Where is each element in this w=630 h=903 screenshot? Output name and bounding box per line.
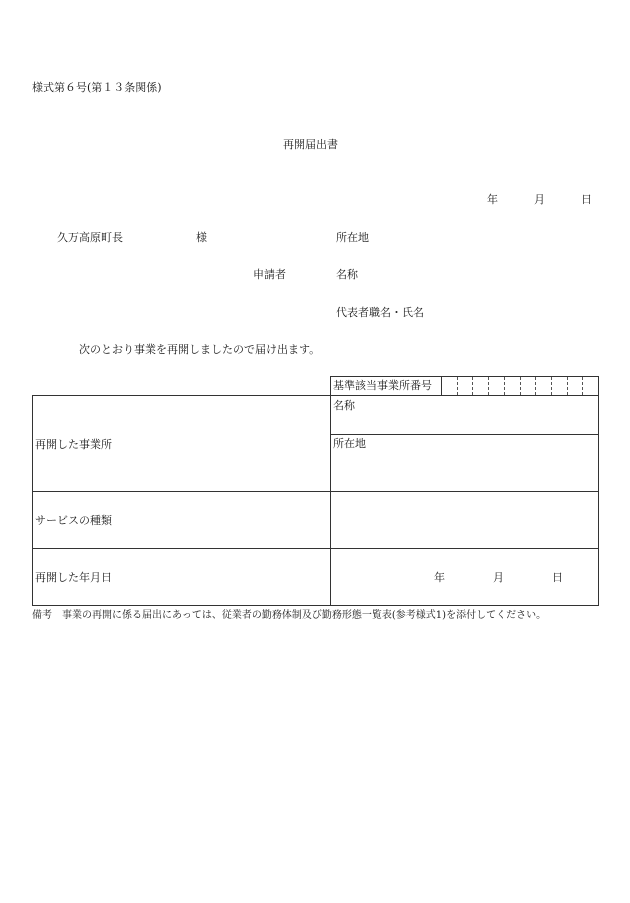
reopen-day-label: 日 bbox=[552, 571, 563, 584]
reopened-office-label: 再開した事業所 bbox=[35, 438, 112, 451]
office-number-digit-cell[interactable] bbox=[458, 377, 474, 395]
reopen-year-label: 年 bbox=[434, 571, 445, 584]
row-divider bbox=[330, 434, 598, 435]
office-number-digit-cell[interactable] bbox=[552, 377, 568, 395]
office-number-digit-cell[interactable] bbox=[442, 377, 458, 395]
applicant-address-label: 所在地 bbox=[336, 231, 369, 244]
office-address-field[interactable]: 所在地 bbox=[333, 437, 366, 450]
date-day-label: 日 bbox=[581, 193, 592, 206]
footnote: 備考 事業の再開に係る届出にあっては、従業者の勤務体制及び勤務形態一覧表(参考様式1)を添付してください。 bbox=[32, 610, 547, 621]
office-number-digit-cell[interactable] bbox=[583, 377, 598, 395]
office-number-cells bbox=[442, 377, 598, 395]
addressee-honorific: 様 bbox=[196, 231, 207, 244]
service-type-field[interactable] bbox=[331, 492, 598, 548]
form-table bbox=[32, 395, 599, 606]
office-number-digit-cell[interactable] bbox=[568, 377, 584, 395]
office-name-field[interactable]: 名称 bbox=[333, 399, 355, 412]
office-number-digit-cell[interactable] bbox=[521, 377, 537, 395]
intro-statement: 次のとおり事業を再開しましたので届け出ます。 bbox=[79, 343, 321, 356]
reopen-month-label: 月 bbox=[493, 571, 504, 584]
date-year-label: 年 bbox=[487, 193, 498, 206]
office-number-digit-cell[interactable] bbox=[536, 377, 552, 395]
office-number-row bbox=[330, 376, 599, 395]
document-title: 再開届出書 bbox=[283, 138, 338, 151]
date-month-label: 月 bbox=[534, 193, 545, 206]
office-number-digit-cell[interactable] bbox=[505, 377, 521, 395]
office-number-digit-cell[interactable] bbox=[473, 377, 489, 395]
addressee-name: 久万高原町長 bbox=[57, 231, 123, 244]
applicant-label: 申請者 bbox=[253, 268, 286, 281]
office-number-digit-cell[interactable] bbox=[489, 377, 505, 395]
applicant-name-label: 名称 bbox=[336, 268, 358, 281]
row-divider bbox=[33, 548, 598, 549]
form-number: 様式第６号(第１３条関係) bbox=[32, 81, 162, 94]
office-number-label: 基準該当事業所番号 bbox=[331, 377, 442, 395]
representative-label: 代表者職名・氏名 bbox=[336, 306, 424, 319]
service-type-label: サービスの種類 bbox=[35, 514, 112, 527]
reopen-date-label: 再開した年月日 bbox=[35, 571, 112, 584]
